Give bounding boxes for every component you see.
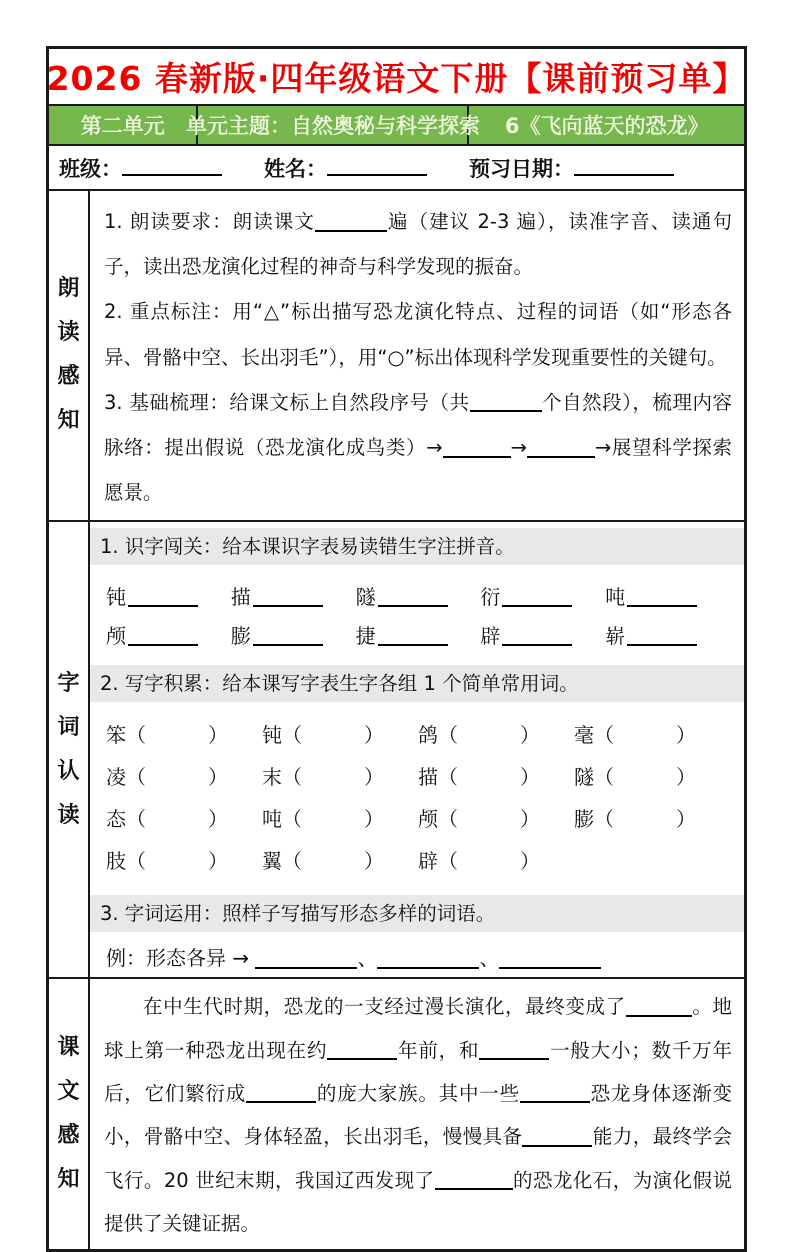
section-label-char: 读 xyxy=(57,802,80,828)
lesson-title: 6《飞向蓝天的恐龙》 xyxy=(504,114,709,138)
fill-blank[interactable] xyxy=(435,1171,513,1191)
word-item xyxy=(418,803,574,832)
text-run: 预习日期： xyxy=(469,156,574,181)
word-char: 毫（ xyxy=(574,723,614,748)
word-char: 膨（ xyxy=(574,807,614,832)
word-item xyxy=(574,719,730,748)
pinyin-blank[interactable] xyxy=(253,626,323,646)
section-label-char: 字 xyxy=(57,670,80,696)
info-row xyxy=(49,146,744,191)
text-run: 、 xyxy=(479,946,500,971)
pinyin-char: 崭 xyxy=(605,623,626,648)
word-char: 鸽（ xyxy=(418,723,458,748)
pinyin-blank[interactable] xyxy=(128,587,198,607)
text-summary-paragraph xyxy=(104,985,732,1245)
word-char: 凌（ xyxy=(106,765,146,790)
pinyin-char: 吨 xyxy=(605,584,626,609)
fill-blank[interactable] xyxy=(327,1041,397,1061)
pinyin-item xyxy=(106,620,231,649)
words-item-1-title: 1. 识字闯关：给本课识字表易读错生字注拼音。 xyxy=(90,528,744,565)
pinyin-char: 钝 xyxy=(106,584,126,609)
paren-close: ） xyxy=(676,807,696,832)
word-row xyxy=(106,719,730,748)
pinyin-item xyxy=(356,581,481,610)
fill-blank[interactable] xyxy=(443,438,511,458)
word-char: 吨（ xyxy=(262,807,302,832)
section-label-char: 知 xyxy=(57,1167,80,1193)
text-run: 年前，和 xyxy=(397,1038,480,1062)
section-label-words xyxy=(49,522,90,978)
text-run: 能力，最终学会飞行。20 世纪末期，我国辽西发现了 xyxy=(104,1125,732,1192)
section-label-reading xyxy=(49,191,90,520)
reading-item-1 xyxy=(104,199,732,289)
text-run: 恐龙身体逐渐变小，骨骼中空、身体轻盈，长出羽毛，慢慢具备 xyxy=(104,1081,732,1149)
fill-blank[interactable] xyxy=(520,1084,590,1104)
section-words-reading xyxy=(49,522,744,980)
word-char: 笨（ xyxy=(106,723,146,748)
section-reading-perception xyxy=(49,191,744,522)
class-field[interactable] xyxy=(59,153,222,183)
word-row xyxy=(106,761,730,790)
fill-blank[interactable] xyxy=(499,949,601,969)
paren-close: ） xyxy=(520,849,540,874)
pinyin-char: 描 xyxy=(230,584,251,609)
pinyin-blank[interactable] xyxy=(502,626,572,646)
pinyin-item xyxy=(605,620,730,649)
fill-blank[interactable] xyxy=(470,393,542,413)
word-item xyxy=(262,803,418,832)
paren-close: ） xyxy=(364,807,384,832)
pinyin-grid xyxy=(90,565,744,659)
paren-close: ） xyxy=(364,849,384,874)
section-label-char: 读 xyxy=(57,320,80,346)
fill-blank[interactable] xyxy=(315,212,387,232)
text-run: →展望科学探索愿景。 xyxy=(104,436,732,505)
pinyin-item xyxy=(356,620,481,649)
example-line xyxy=(90,932,744,977)
fill-blank[interactable] xyxy=(327,155,427,176)
words-item-2-title: 2. 写字积累：给本课写字表生字各组 1 个简单常用词。 xyxy=(90,665,744,702)
section-label-char: 朗 xyxy=(57,276,80,302)
paren-close: ） xyxy=(676,723,696,748)
paren-close: ） xyxy=(520,807,540,832)
word-item xyxy=(574,761,730,790)
fill-blank[interactable] xyxy=(527,438,595,458)
word-item xyxy=(106,845,262,874)
word-char: 末（ xyxy=(262,765,302,790)
paren-close: ） xyxy=(364,765,384,790)
word-item xyxy=(106,803,262,832)
paren-close: ） xyxy=(364,723,384,748)
section-label-char: 认 xyxy=(57,758,80,784)
section-label-char: 课 xyxy=(57,1035,80,1061)
word-char: 肢（ xyxy=(106,849,146,874)
pinyin-char: 捷 xyxy=(355,623,376,648)
word-item xyxy=(418,845,574,874)
text-run: 、 xyxy=(357,946,378,971)
text-run: 的恐龙化石，为演化假说提供了关键证据。 xyxy=(104,1168,732,1235)
word-char: 描（ xyxy=(418,765,458,790)
fill-blank[interactable] xyxy=(522,1127,592,1147)
word-row xyxy=(106,845,730,874)
date-field[interactable] xyxy=(469,153,674,183)
paren-close: ） xyxy=(676,765,696,790)
paren-close: ） xyxy=(208,807,228,832)
pinyin-blank[interactable] xyxy=(128,626,198,646)
page-title: 2026 春新版·四年级语文下册【课前预习单】 xyxy=(49,49,744,106)
word-char: 颅（ xyxy=(418,807,458,832)
paren-close: ） xyxy=(520,765,540,790)
pinyin-char: 辟 xyxy=(480,623,501,648)
fill-blank[interactable] xyxy=(377,949,479,969)
section-label-char: 感 xyxy=(57,364,80,390)
text-run: 3. 基础梳理：给课文标上自然段序号（共 xyxy=(104,390,470,414)
words-item-3-title: 3. 字词运用：照样子写描写形态多样的词语。 xyxy=(90,895,744,932)
word-item xyxy=(106,719,262,748)
pinyin-blank[interactable] xyxy=(253,587,323,607)
word-char: 翼（ xyxy=(262,849,302,874)
section-content-text xyxy=(90,979,744,1249)
pinyin-blank[interactable] xyxy=(627,587,697,607)
reading-item-2 xyxy=(104,289,732,379)
text-run: 1. 朗读要求：朗读课文 xyxy=(104,210,315,233)
text-run: 班级： xyxy=(59,156,122,181)
unit-theme: 单元主题：自然奥秘与科学探索 xyxy=(198,106,469,144)
paren-close: ） xyxy=(520,723,540,748)
text-run: 遍（建议 2-3 遍），读准字音、读通句子，读出恐龙演化过程的神奇与科学发现的振奋。 xyxy=(104,210,732,279)
fill-blank[interactable] xyxy=(246,1084,316,1104)
word-item xyxy=(262,761,418,790)
word-item xyxy=(262,845,418,874)
pinyin-char: 衍 xyxy=(480,584,501,609)
section-text-perception xyxy=(49,979,744,1249)
word-char: 隧（ xyxy=(574,765,614,790)
text-run: → xyxy=(510,436,527,460)
unit-number: 第二单元 xyxy=(49,106,198,144)
pinyin-char: 膨 xyxy=(230,623,251,648)
text-run: 姓名： xyxy=(264,156,327,181)
word-grid xyxy=(90,702,744,889)
paren-close: ） xyxy=(208,849,228,874)
section-content-words xyxy=(90,522,744,978)
text-run: 例：形态各异 → xyxy=(106,946,256,971)
word-row xyxy=(106,803,730,832)
paren-close: ） xyxy=(208,723,228,748)
section-label-char: 知 xyxy=(57,408,80,434)
name-field[interactable] xyxy=(264,153,427,183)
pinyin-item xyxy=(106,581,231,610)
pinyin-item xyxy=(480,620,605,649)
fill-blank[interactable] xyxy=(479,1041,549,1061)
unit-bar xyxy=(49,106,744,146)
section-label-char: 词 xyxy=(57,714,80,740)
word-char: 辟（ xyxy=(418,849,458,874)
fill-blank[interactable] xyxy=(122,155,222,176)
worksheet xyxy=(46,46,747,1252)
text-run: 个自然段），梳理内容脉络：提出假说（恐龙演化成鸟类）→ xyxy=(104,390,732,460)
fill-blank[interactable] xyxy=(255,949,357,969)
reading-item-3 xyxy=(104,380,732,516)
pinyin-item xyxy=(231,620,356,649)
text-run: 一般大小；数千万年后，它们繁衍成 xyxy=(104,1038,732,1105)
word-item xyxy=(574,803,730,832)
word-item xyxy=(106,761,262,790)
pinyin-item xyxy=(480,581,605,610)
fill-blank[interactable] xyxy=(574,155,674,176)
section-label-char: 文 xyxy=(57,1079,80,1105)
pinyin-item xyxy=(231,581,356,610)
text-run: 在中生代时期，恐龙的一支经过漫长演化，最终变成了 xyxy=(143,995,626,1019)
pinyin-blank[interactable] xyxy=(502,587,572,607)
text-run: 的庞大家族。其中一些 xyxy=(316,1081,520,1105)
word-item xyxy=(418,761,574,790)
pinyin-item xyxy=(605,581,730,610)
section-content-reading xyxy=(90,191,744,520)
pinyin-blank[interactable] xyxy=(378,626,448,646)
section-label-char: 感 xyxy=(57,1123,80,1149)
pinyin-char: 隧 xyxy=(355,584,376,609)
word-item xyxy=(262,719,418,748)
paren-close: ） xyxy=(208,765,228,790)
text-run: 2. 重点标注：用“△”标出描写恐龙演化特点、过程的词语（如“形态各异、骨骼中空、长出羽毛”），用“○”标出体现科学发现重要性的关键句。 xyxy=(104,300,732,369)
word-char: 态（ xyxy=(106,807,146,832)
pinyin-char: 颅 xyxy=(106,623,126,648)
text-run: 。地球上第一种恐龙出现在约 xyxy=(104,995,732,1062)
pinyin-blank[interactable] xyxy=(627,626,697,646)
section-label-text xyxy=(49,979,90,1249)
pinyin-row xyxy=(106,620,730,649)
fill-blank[interactable] xyxy=(626,997,692,1017)
pinyin-row xyxy=(106,581,730,610)
pinyin-blank[interactable] xyxy=(378,587,448,607)
word-char: 钝（ xyxy=(262,723,302,748)
word-item xyxy=(418,719,574,748)
